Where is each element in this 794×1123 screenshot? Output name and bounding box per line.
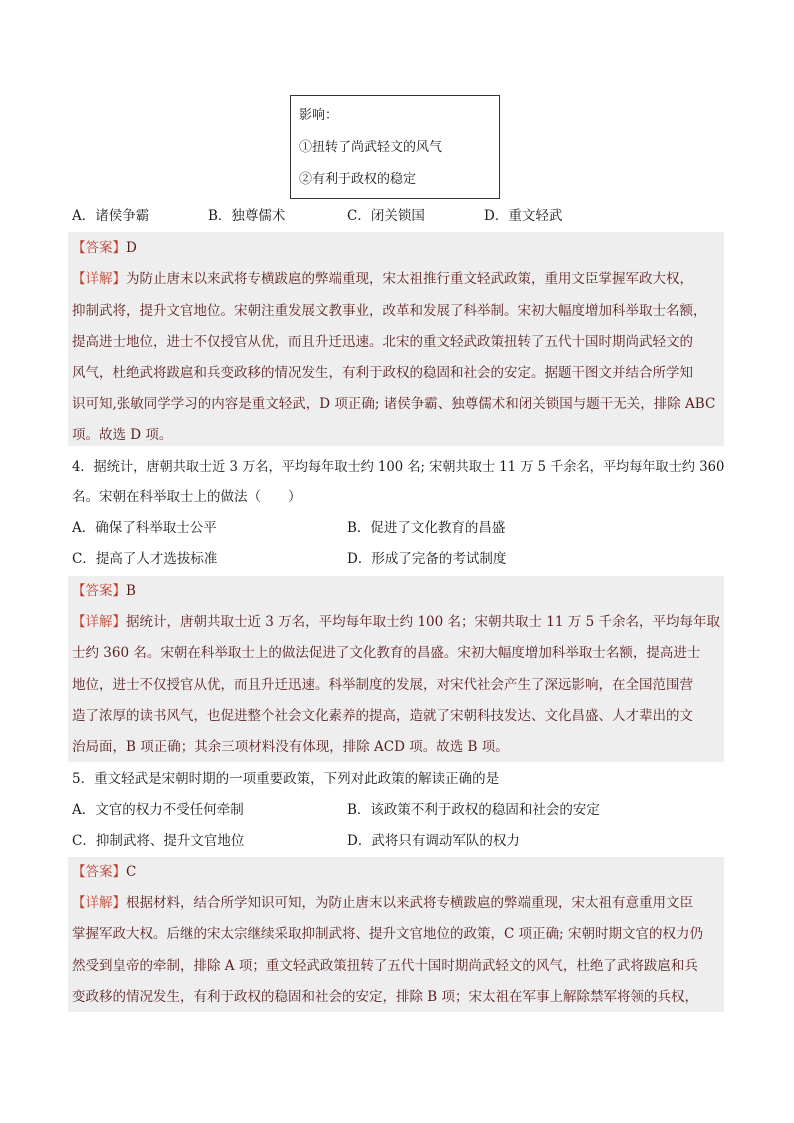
q5-option-c: C．抑制武将、提升文官地位 xyxy=(72,833,245,849)
q4-detail-line-5: 治局面，B 项正确；其余三项材料没有体现，排除 ACD 项。故选 B 项。 xyxy=(72,739,509,755)
q4-option-b: B．促进了文化教育的昌盛 xyxy=(347,520,506,536)
q4-option-c: C．提高了人才选拔标准 xyxy=(72,551,218,567)
detail-tag: 【详解】 xyxy=(72,614,126,630)
q4-answer-value: B xyxy=(126,583,136,599)
q4-detail-text-1: 据统计，唐朝共取士近 3 万名，平均每年取士约 100 名；宋朝共取士 11 万 5 千余名，平均每年取 xyxy=(126,614,720,630)
influence-title: 影响： xyxy=(299,108,339,123)
answer-tag: 【答案】 xyxy=(72,240,126,256)
q4-stem-line-2: 名。宋朝在科举取士上的做法（ ） xyxy=(72,489,302,505)
q5-detail-line-1 xyxy=(72,893,693,913)
q5-detail-text-1: 根据材料，结合所学知识可知，为防止唐末以来武将专横跋扈的弊端重现，宋太祖有意重用文臣 xyxy=(126,895,693,911)
q5-detail-line-4: 变政移的情况发生，有利于政权的稳固和社会的安定，排除 B 项；宋太祖在军事上解除禁军将领的兵权， xyxy=(72,989,699,1005)
q3-detail-line-4: 风气，杜绝武将跋扈和兵变政移的情况发生，有利于政权的稳固和社会的安定。据题干图文并结合所学知 xyxy=(72,365,693,381)
answer-tag: 【答案】 xyxy=(72,864,126,880)
q3-answer-value: D xyxy=(126,240,137,256)
q3-detail-line-1 xyxy=(72,269,693,289)
q3-detail-line-3: 提高进士地位，进士不仅授官从优，而且升迁迅速。北宋的重文轻武政策扭转了五代十国时期尚武轻文的 xyxy=(72,334,693,350)
q3-option-b: B．独尊儒术 xyxy=(208,208,286,224)
q3-detail-line-6: 项。故选 D 项。 xyxy=(72,427,173,443)
q3-answer xyxy=(72,238,137,258)
q3-option-a: A．诸侯争霸 xyxy=(72,208,150,224)
q3-detail-line-5: 识可知,张敏同学学习的内容是重文轻武，D 项正确; 诸侯争霸、独尊儒术和闭关锁国与题干无关，排除 ABC xyxy=(72,396,716,412)
q5-option-a: A．文官的权力不受任何牵制 xyxy=(72,802,244,818)
q4-stem-line-1: 4．据统计，唐朝共取士近 3 万名，平均每年取士约 100 名; 宋朝共取士 11 万 5 千余名，平均每年取士约 360 xyxy=(72,459,725,475)
q4-detail-line-1 xyxy=(72,612,720,632)
q3-option-d: D．重文轻武 xyxy=(484,208,563,224)
influence-box xyxy=(290,95,500,199)
q5-answer-value: C xyxy=(126,864,137,880)
q4-answer-block xyxy=(68,576,724,762)
q3-option-c: C．闭关锁国 xyxy=(347,208,425,224)
detail-tag: 【详解】 xyxy=(72,271,126,287)
influence-item-2: ②有利于政权的稳定 xyxy=(299,172,417,187)
q5-answer xyxy=(72,862,136,882)
q4-answer xyxy=(72,581,136,601)
q4-option-a: A．确保了科举取士公平 xyxy=(72,520,217,536)
q5-stem: 5．重文轻武是宋朝时期的一项重要政策，下列对此政策的解读正确的是 xyxy=(72,771,500,787)
q4-detail-line-4: 造了浓厚的读书风气，也促进整个社会文化素养的提高，造就了宋朝科技发达、文化昌盛、人才辈出的文 xyxy=(72,708,693,724)
influence-item-1: ①扭转了尚武轻文的风气 xyxy=(299,140,443,155)
q4-option-d: D．形成了完备的考试制度 xyxy=(347,551,507,567)
q3-detail-text-1: 为防止唐末以来武将专横跋扈的弊端重现，宋太祖推行重文轻武政策，重用文臣掌握军政大权， xyxy=(126,271,693,287)
q4-detail-line-2: 士约 360 名。宋朝在科举取士上的做法促进了文化教育的昌盛。宋初大幅度增加科举取士名额，提高进士 xyxy=(72,645,701,661)
answer-tag: 【答案】 xyxy=(72,583,126,599)
q5-detail-line-3: 然受到皇帝的牵制，排除 A 项；重文轻武政策扭转了五代十国时期尚武轻文的风气，杜绝了武将跋扈和兵 xyxy=(72,958,698,974)
q5-detail-line-2: 掌握军政大权。后继的宋太宗继续采取抑制武将、提升文官地位的政策，C 项正确; 宋朝时期文官的权力仍 xyxy=(72,926,703,942)
q5-option-b: B．该政策不利于政权的稳固和社会的安定 xyxy=(347,802,600,818)
detail-tag: 【详解】 xyxy=(72,895,126,911)
q3-detail-line-2: 抑制武将，提升文官地位。宋朝注重发展文教事业，改革和发展了科举制。宋初大幅度增加科举取士名额， xyxy=(72,303,707,319)
q5-option-d: D．武将只有调动军队的权力 xyxy=(347,833,520,849)
q4-detail-line-3: 地位，进士不仅授官从优，而且升迁迅速。科举制度的发展，对宋代社会产生了深远影响，在全国范围营 xyxy=(72,677,693,693)
